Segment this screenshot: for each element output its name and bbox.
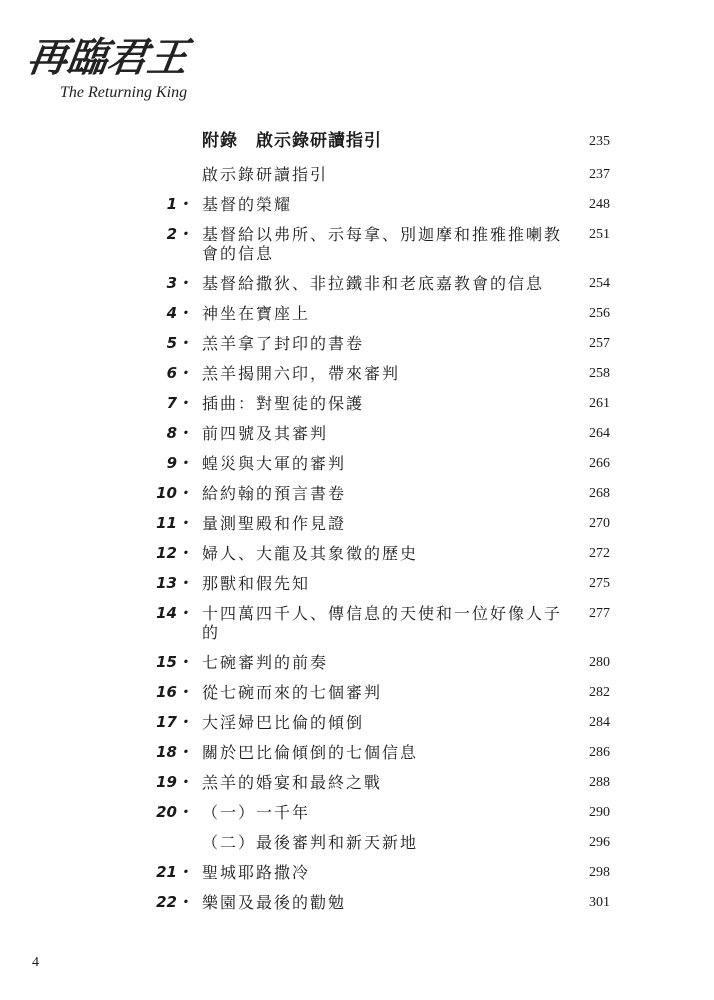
toc-entry [150, 274, 610, 293]
toc-chapter-title: 量測聖殿和作見證 [202, 514, 347, 533]
toc-chapter-number: 7・ [166, 394, 192, 412]
toc-chapter-number: 17・ [156, 713, 192, 731]
toc-chapter-title: 羔羊的婚宴和最終之戰 [202, 773, 383, 792]
logo-english-title: The Returning King [60, 84, 188, 101]
toc-chapter-number: 2・ [166, 225, 192, 243]
toc-chapter-number: 19・ [156, 773, 192, 791]
toc-entry [150, 893, 610, 912]
toc-entry [150, 514, 610, 533]
toc-entry [150, 574, 610, 593]
toc-entry [150, 863, 610, 882]
toc-chapter-number: 18・ [156, 743, 192, 761]
toc-page-number: 290 [589, 805, 610, 820]
toc-page-number: 288 [589, 775, 610, 790]
book-logo [20, 20, 190, 110]
toc-page-number: 272 [589, 546, 610, 561]
toc-entry [150, 132, 610, 151]
toc-entry [150, 394, 610, 413]
toc-entry [150, 683, 610, 702]
toc-entry [150, 364, 610, 383]
toc-entry [150, 424, 610, 443]
toc-chapter-number: 21・ [156, 863, 192, 881]
toc-chapter-number: 9・ [166, 454, 192, 472]
toc-entry [150, 334, 610, 353]
toc-page-number: 296 [589, 835, 610, 850]
toc-chapter-title: 樂園及最後的勸勉 [202, 893, 347, 912]
toc-chapter-title: 蝗災與大軍的審判 [202, 454, 347, 473]
toc-chapter-number: 12・ [156, 544, 192, 562]
toc-page-number: 282 [589, 685, 610, 700]
toc-page-number: 261 [589, 396, 610, 411]
table-of-contents [150, 132, 610, 923]
toc-chapter-title: （一）一千年 [202, 803, 311, 822]
toc-chapter-title: 給約翰的預言書卷 [202, 484, 347, 503]
toc-entry [150, 544, 610, 563]
toc-page-number: 270 [589, 516, 610, 531]
toc-chapter-title: 關於巴比倫傾倒的七個信息 [202, 743, 419, 762]
toc-entry [150, 304, 610, 323]
toc-chapter-title: 婦人、大龍及其象徵的歷史 [202, 544, 419, 563]
toc-page-number: 258 [589, 366, 610, 381]
toc-chapter-title: 附錄 啟示錄研讀指引 [202, 131, 382, 151]
toc-page-number: 251 [589, 227, 610, 242]
toc-entry [150, 604, 610, 642]
page-number: 4 [32, 955, 39, 970]
toc-chapter-title: 插曲：對聖徒的保護 [202, 394, 365, 413]
toc-chapter-number: 3・ [166, 274, 192, 292]
toc-page-number: 275 [589, 576, 610, 591]
toc-page-number: 257 [589, 336, 610, 351]
toc-chapter-number: 8・ [166, 424, 192, 442]
toc-chapter-title: 那獸和假先知 [202, 574, 311, 593]
toc-chapter-number: 4・ [166, 304, 192, 322]
toc-chapter-number: 14・ [156, 604, 192, 622]
toc-page-number: 286 [589, 745, 610, 760]
toc-page-number: 237 [589, 167, 610, 182]
toc-page-number: 301 [589, 895, 610, 910]
toc-chapter-number: 10・ [156, 484, 192, 502]
toc-chapter-title: 基督給撒狄、非拉鐵非和老底嘉教會的信息 [202, 274, 545, 293]
toc-page-number: 235 [589, 134, 610, 149]
toc-chapter-title: 羔羊揭開六印，帶來審判 [202, 364, 401, 383]
toc-chapter-number: 6・ [166, 364, 192, 382]
toc-chapter-number: 11・ [156, 514, 192, 532]
toc-chapter-number: 13・ [156, 574, 192, 592]
toc-entry [150, 454, 610, 473]
toc-chapter-number: 5・ [166, 334, 192, 352]
toc-page-number: 298 [589, 865, 610, 880]
toc-chapter-number: 15・ [156, 653, 192, 671]
toc-entry [150, 653, 610, 672]
toc-chapter-title: 十四萬四千人、傳信息的天使和一位好像人子的 [202, 604, 563, 642]
toc-entry [150, 773, 610, 792]
toc-entry [150, 713, 610, 732]
toc-chapter-title: （二）最後審判和新天新地 [202, 833, 419, 852]
toc-page-number: 277 [589, 606, 610, 621]
toc-page-number: 280 [589, 655, 610, 670]
toc-page-number: 268 [589, 486, 610, 501]
toc-chapter-title: 基督的榮耀 [202, 195, 293, 214]
toc-chapter-title: 啟示錄研讀指引 [202, 165, 329, 184]
toc-page-number: 254 [589, 276, 610, 291]
toc-chapter-title: 從七碗而來的七個審判 [202, 683, 383, 702]
toc-chapter-title: 大淫婦巴比倫的傾倒 [202, 713, 365, 732]
toc-entry [150, 165, 610, 184]
toc-page-number: 248 [589, 197, 610, 212]
logo-chinese-title: 再臨君王 [24, 34, 191, 81]
toc-entry [150, 833, 610, 852]
toc-page-number: 266 [589, 456, 610, 471]
toc-entry [150, 743, 610, 762]
toc-chapter-title: 神坐在寶座上 [202, 304, 311, 323]
toc-chapter-number: 16・ [156, 683, 192, 701]
toc-chapter-number: 1・ [166, 195, 192, 213]
toc-page-number: 256 [589, 306, 610, 321]
toc-entry [150, 803, 610, 822]
toc-chapter-title: 前四號及其審判 [202, 424, 329, 443]
toc-page-number: 284 [589, 715, 610, 730]
toc-page-number: 264 [589, 426, 610, 441]
toc-chapter-title: 七碗審判的前奏 [202, 653, 329, 672]
toc-chapter-number: 22・ [156, 893, 192, 911]
toc-chapter-title: 聖城耶路撒冷 [202, 863, 311, 882]
toc-entry [150, 225, 610, 263]
toc-chapter-title: 基督給以弗所、示每拿、別迦摩和推雅推喇教會的信息 [202, 225, 563, 263]
toc-entry [150, 484, 610, 503]
toc-entry [150, 195, 610, 214]
toc-chapter-title: 羔羊拿了封印的書卷 [202, 334, 365, 353]
toc-chapter-number: 20・ [156, 803, 192, 821]
